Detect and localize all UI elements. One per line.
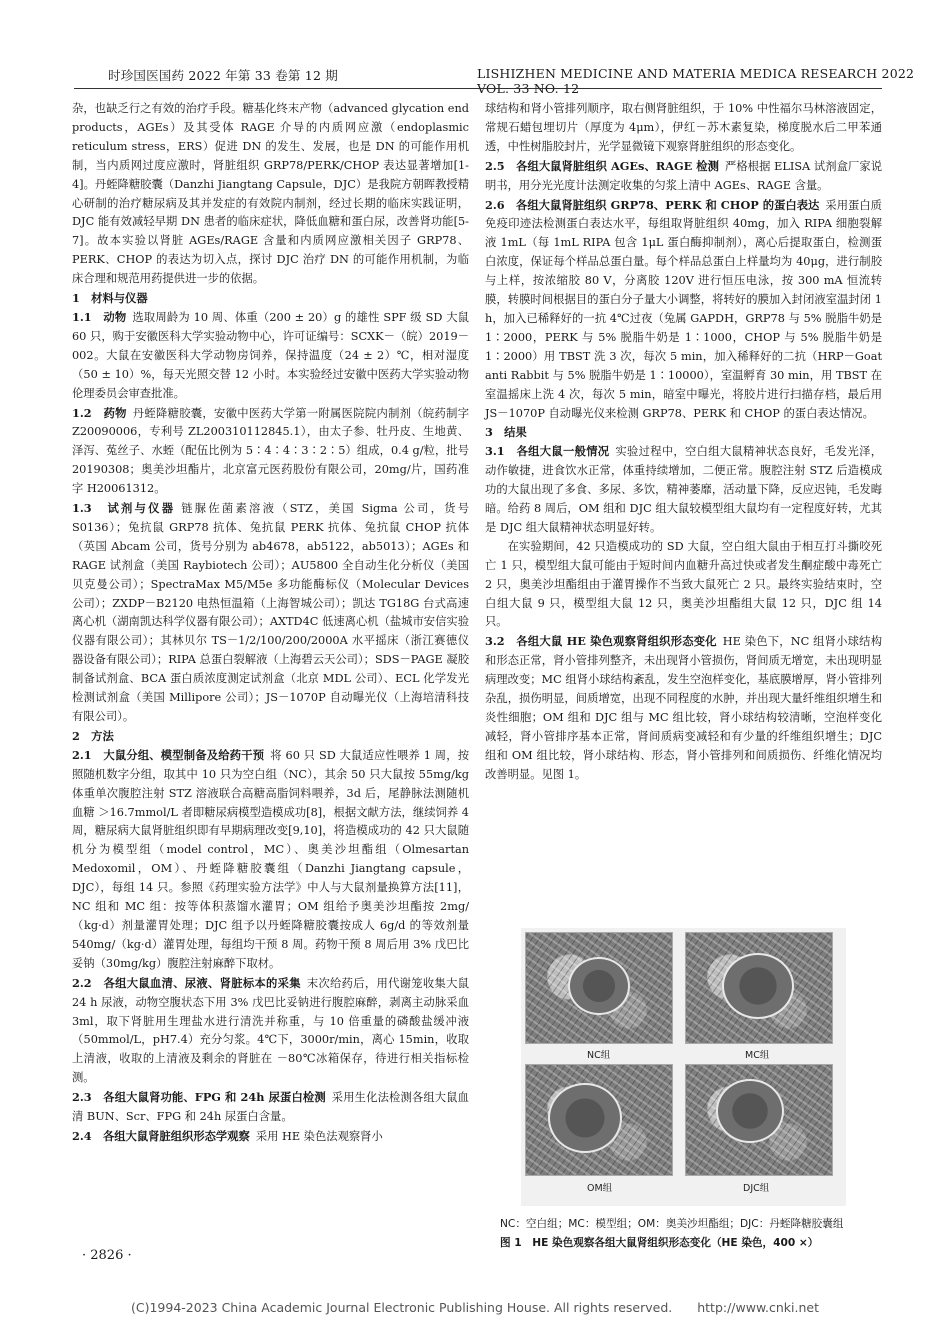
section-3-1 [485,442,882,538]
copyright-footer: (C)1994-2023 China Academic Journal Electronic Publishing House. All rights reserved. http://www.cnki.net [130,1300,820,1315]
section-2-4-text: 采用 HE 染色法观察肾小 [255,1129,383,1143]
section-1-1-text: 选取周龄为 10 周、体重（200 ± 20）g 的雄性 SPF 级 SD 大鼠 60 只，购于安徽医科大学实验动物中心，许可证编号：SCXK－（皖）2019－002。大鼠在安徽医科大学动物房饲养，保持温度（24 ± 2）℃，相对湿度（50 ± 10）%，每天光照交替 12 小时。本实验经过安徽中医药大学实验动物伦理委员会审查批准。 [72,310,469,400]
section-2-5-title: 2.5 各组大鼠肾脏组织 AGEs、RAGE 检测 [485,158,719,173]
section-2-heading: 2 方法 [72,728,114,743]
section-2-1-title: 2.1 大鼠分组、模型制备及给药干预 [72,747,265,762]
section-3-1-text: 实验过程中，空白组大鼠精神状态良好，毛发光泽，动作敏捷，进食饮水正常，体重持续增加，二便正常。腹腔注射 STZ 后造模成功的大鼠出现了多食、多尿、多饮，精神萎靡，活动量下降，反应迟钝，毛发晦暗。给药 8 周后，OM 组和 DJC 组大鼠较模型组大鼠均有一定程度好转，尤其是 DJC 组大鼠精神状态明显好转。 [485,445,882,534]
glomerulus-shape [716,1079,784,1143]
figure-title: 图 1 HE 染色观察各组大鼠肾组织形态变化（HE 染色，400 ×） [500,1237,819,1249]
journal-header-cn: 时珍国医国药 2022 年第 33 卷第 12 期 [108,68,338,83]
glomerulus-shape [568,957,630,1015]
page-number: · 2826 · [82,1248,132,1263]
section-3-1-title: 3.1 各组大鼠一般情况 [485,444,610,459]
left-column [72,100,469,1147]
figure-legend: NC：空白组；MC：模型组；OM：奥美沙坦酯组；DJC：丹蛭降糖胶囊组 [500,1218,844,1230]
section-2-4-title: 2.4 各组大鼠肾脏组织形态学观察 [72,1128,250,1143]
panel-label-djc: DJC组 [743,1183,770,1194]
section-3-1-paragraph-2: 在实验期间，42 只造模成功的 SD 大鼠，空白组大鼠由于相互打斗撕咬死亡 1 只，模型组大鼠可能由于短时间内血糖升高过快或者发生酮症酸中毒死亡 2 只，奥美沙坦酯组由于灌胃操作不当致大鼠死亡 2 只。最终实验结束时，空白组大鼠 9 只，模型组大鼠 12 只，奥美沙坦酯组大鼠 12 只，DJC 组 14 只。 [485,539,882,629]
section-1-2-title: 1.2 药物 [72,405,127,420]
section-2-1 [72,746,469,974]
he-stain-figure [521,928,846,1206]
section-2-3-title: 2.3 各组大鼠肾功能、FPG 和 24h 尿蛋白检测 [72,1090,326,1105]
section-2-4-continued: 球结构和肾小管排列顺序，取右侧肾脏组织，于 10% 中性福尔马林溶液固定，常规石蜡包埋切片（厚度为 4μm），伊红－苏木素复染，梯度脱水后二甲苯通透，中性树脂胶封片，光学显微镜下观察肾脏组织的形态变化。 [485,102,882,153]
micrograph-nc [525,932,673,1044]
micrograph-mc [685,932,833,1044]
glomerulus-shape [548,1083,622,1153]
section-3-2-title: 3.2 各组大鼠 HE 染色观察肾组织形态变化 [485,634,717,649]
section-2-6-title: 2.6 各组大鼠肾脏组织 GRP78、PERK 和 CHOP 的蛋白表达 [485,197,820,212]
section-1-3 [72,499,469,727]
section-1-3-title: 1.3 试剂与仪器 [72,501,176,516]
section-2-1-text: 将 60 只 SD 大鼠适应性喂养 1 周，按照随机数字分组，取其中 10 只为空白组（NC），其余 50 只大鼠按 55mg/kg 体重单次腹腔注射 STZ 溶液联合高糖高脂饲料喂养，3d 后，尾静脉法测随机血糖 ＞16.7mmol/L 者即糖尿病模型造模成功[8]，根据文献方法，继续饲养 4 周，糖尿病大鼠肾脏组织即有早期病理改变[9,10]，将造模成功的 42 只大鼠随机分为模型组（model control，MC）、奥美沙坦酯组（Olmesartan Medoxomil，OM）、丹蛭降糖胶囊组（Danzhi Jiangtang capsule，DJC），每组 14 只。参照《药理实验方法学》中人与大鼠剂量换算方法[11]，NC 组和 MC 组：按等体积蒸馏水灌胃；OM 组给予奥美沙坦酯按 2mg/（kg·d）剂量灌胃处理；DJC 组予以丹蛭降糖胶囊按成人 6g/d 的等效剂量 540mg/（kg·d）灌胃处理，每组均干预 8 周。药物干预 8 周后用 3% 戊巴比妥钠（30mg/kg）腹腔注射麻醉下取材。 [72,748,470,970]
section-3-2-text: HE 染色下，NC 组肾小球结构和形态正常，肾小管排列整齐，未出现肾小管损伤，肾间质无增宽，未出现明显病理改变；MC 组肾小球结构紊乱，发生空泡样变化，基底膜增厚，肾小管排列杂乱，损伤明显，间质增宽，出现不同程度的水肿，并出现大量纤维组织增生和炎性细胞；OM 组和 DJC 组与 MC 组比较，肾小球结构较清晰，空泡样变化减轻，肾小管排序基本正常，肾间质病变减轻和有少量的纤维组织增生；DJC 组和 OM 组比较，肾小球结构、形态，肾小管排列和间质损伤、纤维化情况均改善明显。见图 1。 [485,635,883,781]
figure-caption [500,1215,843,1253]
section-2-5 [485,157,882,196]
section-1-heading: 1 材料与仪器 [72,291,148,306]
panel-label-nc: NC组 [587,1050,611,1061]
section-2-6-text: 采用蛋白质免疫印迹法检测蛋白表达水平，每组取肾脏组织 40mg，加入 RIPA 细胞裂解液 1mL（每 1mL RIPA 包含 1μL 蛋白酶抑制剂），离心后提取蛋白，检测蛋白浓度，保证每个样品总蛋白量。每个样品总蛋白上样量均为 40μg，进行制胶与上样，按浓缩胶 80 V，分离胶 120V 进行恒压电泳，按 300 mA 恒流转膜，转膜时间根据目的蛋白分子量大小调整，将转好的膜加入封闭液室温封闭 1 h，加入已稀释好的一抗 4℃过夜（兔属 GAPDH，GRP78 与 5% 脱脂牛奶是 1∶2000，PERK 与 5% 脱脂牛奶是 1∶1000，CHOP 与 5% 脱脂牛奶是 1∶2000）用 TBST 洗 3 次，每次 5 min，加入稀释好的二抗（HRP－Goat anti Rabbit 与 5% 脱脂牛奶是 1∶10000），室温孵育 30 min，用 TBST 在室温摇床上洗 4 次，每次 5 min，暗室中曝光，将胶片进行扫描存档，最后用 JS－1070P 自动曝光仪来检测 GRP78、PERK 和 CHOP 的蛋白表达情况。 [485,198,882,420]
section-1-3-text: 链脲佐菌素溶液（STZ，美国 Sigma 公司，货号 S0136）；兔抗鼠 GRP78 抗体、兔抗鼠 PERK 抗体、兔抗鼠 CHOP 抗体（英国 Abcam 公司，货号分别为 ab4678，ab5122，ab5013）；AGEs 和 RAGE 试剂盒（美国 Raybiotech 公司）；AU5800 全自动生化分析仪（美国贝克曼公司）；SpectraMax M5/M5e 多功能酶标仪（Molecular Devices 公司）；ZXDP－B2120 电热恒温箱（上海智城公司）；凯达 TG18G 台式高速离心机（湖南凯达科学仪器有限公司）；AXTD4C 低速离心机（盐城市安信实验仪器有限公司）；其林贝尔 TS－1/2/100/200/2000A 水平摇床（浙江赛德仪器设备有限公司）；RIPA 总蛋白裂解液（上海碧云天公司）；SDS－PAGE 凝胶制备试剂盒、BCA 蛋白质浓度测定试剂盒（北京 MDL 公司）、ECL 化学发光检测试剂盒（美国 Millipore 公司）；JS－1070P 自动曝光仪（上海培清科技有限公司）。 [72,502,469,723]
section-2-3-text: 采用生化法检测各组大鼠血清 BUN、Scr、FPG 和 24h 尿蛋白含量。 [72,1091,469,1124]
section-2-2-text: 末次给药后，用代谢笼收集大鼠 24 h 尿液，动物空腹状态下用 3% 戊巴比妥钠进行腹腔麻醉，剥离主动脉采血 3ml，取下肾脏用生理盐水进行清洗并称重，与 10 倍重量的磷酸盐缓冲液（50mmol/L，pH7.4）充分匀浆。4℃下，3000r/min，离心 15min，收取上清液，收取的上清液及剩余的肾脏在 －80℃冰箱保存，待进行相关指标检测。 [72,976,469,1085]
section-1-2 [72,404,469,500]
panel-label-om: OM组 [587,1183,613,1194]
header-rule [74,88,882,89]
micrograph-om [525,1064,673,1176]
section-2-3 [72,1088,469,1127]
section-2-6 [485,196,882,424]
section-3-heading: 3 结果 [485,425,527,440]
section-1-1-title: 1.1 动物 [72,309,127,324]
right-column [485,100,882,785]
panel-label-mc: MC组 [745,1050,770,1061]
section-2-2-title: 2.2 各组大鼠血清、尿液、肾脏标本的采集 [72,975,301,990]
section-1-1 [72,308,469,404]
section-2-4 [72,1127,469,1147]
section-2-5-text: 严格根据 ELISA 试剂盒厂家说明书，用分光光度计法测定收集的匀浆上清中 AGEs、RAGE 含量。 [485,159,882,192]
section-1-2-text: 丹蛭降糖胶囊，安徽中医药大学第一附属医院院内制剂（皖药制字 Z20090006，专利号 ZL200310112845.1），由太子参、牡丹皮、生地黄、泽泻、菟丝子、水蛭（配伍比例为 5∶4∶4∶3∶2∶5）组成，0.4 g/粒，批号 20190308；奥美沙坦酯片，北京富元医药股份有限公司，20mg/片，国药准字 H20061312。 [72,406,469,496]
journal-header-en: LISHIZHEN MEDICINE AND MATERIA MEDICA RESEARCH 2022 VOL. 33 NO. 12 [477,66,915,96]
intro-paragraph: 杂，也缺乏行之有效的治疗手段。糖基化终末产物（advanced glycation end products，AGEs）及其受体 RAGE 介导的内质网应激（endoplasmic reticulum stress，ERS）促进 DN 的发生、发展，也是 DN 的可能作用机制，当内质网过度应激时，肾脏组织 GRP78/PERK/CHOP 表达显著增加[1-4]。丹蛭降糖胶囊（Danzhi Jiangtang Capsule，DJC）是我院方朝晖教授精心研制的治疗糖尿病及其并发症的有效院内制剂，经过长期的临床实践证明，DJC 能有效减轻早期 DN 患者的临床症状，降低血糖和蛋白尿，改善肾功能[5-7]。故本实验以肾脏 AGEs/RAGE 含量和内质网应激相关因子 GRP78、PERK、CHOP 的表达为切入点，探讨 DJC 治疗 DN 的可能作用机制，为临床合理和规范用药提供进一步的依据。 [72,102,469,286]
glomerulus-shape [722,953,794,1019]
section-2-2 [72,974,469,1088]
section-3-2 [485,632,882,784]
micrograph-djc [685,1064,833,1176]
